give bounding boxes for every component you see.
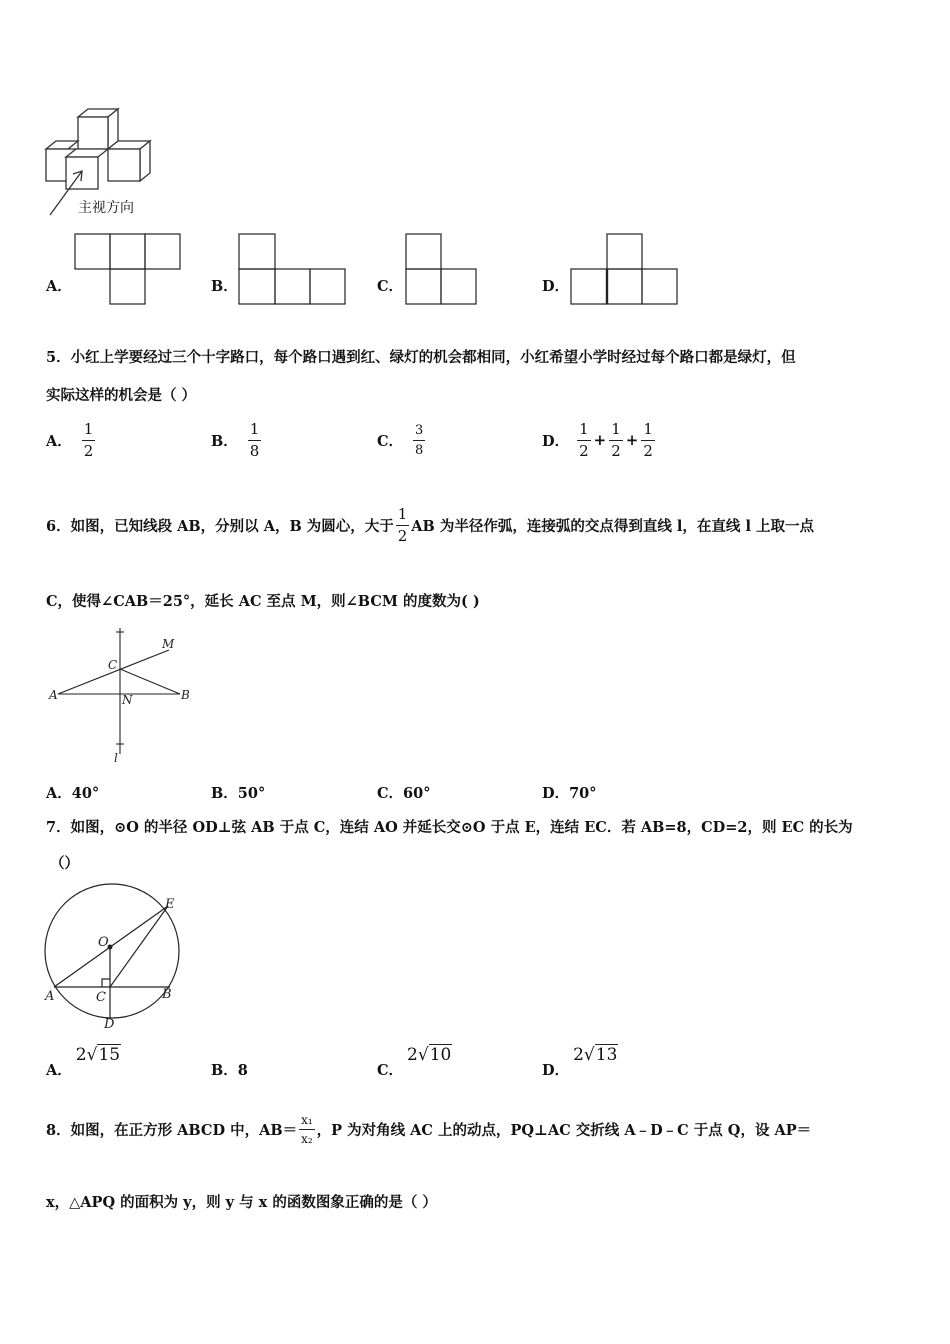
radicand: 13 bbox=[595, 1045, 618, 1065]
q5-option-a-letter: A． bbox=[46, 432, 72, 450]
q7-circle-figure bbox=[40, 878, 190, 1033]
radical-coefficient: 2 bbox=[75, 1045, 87, 1065]
q5-option-d-fraction-1 bbox=[577, 419, 591, 460]
q5-option-d-fraction-2 bbox=[609, 419, 623, 460]
point-label-e: E bbox=[165, 897, 175, 912]
frac-denominator: 2 bbox=[83, 441, 94, 460]
q6-option-c[interactable] bbox=[377, 782, 430, 803]
q6-geometry-figure bbox=[44, 622, 204, 767]
radicand: 10 bbox=[429, 1045, 452, 1065]
radicand: 15 bbox=[98, 1045, 121, 1065]
q8-text-before: 8．如图，在正方形 ABCD 中，AB＝ bbox=[46, 1121, 298, 1139]
q6-text-before: 6．如图，已知线段 AB，分别以 A，B 为圆心，大于 bbox=[46, 517, 394, 535]
q6-option-c-letter: C． bbox=[377, 785, 404, 802]
frac-denominator: 2 bbox=[397, 526, 408, 545]
frac-denominator: 2 bbox=[643, 441, 653, 460]
frac-numerator: 1 bbox=[83, 419, 94, 438]
point-label-b: B bbox=[181, 688, 190, 702]
point-label-a: A bbox=[45, 989, 55, 1004]
q7-option-d-radical: 2√13 bbox=[573, 1045, 618, 1065]
q5-option-b-fraction bbox=[248, 419, 262, 460]
q4-option-a-view[interactable] bbox=[74, 233, 184, 305]
q5-option-a-fraction bbox=[82, 419, 96, 460]
q5-option-a[interactable] bbox=[46, 420, 97, 460]
view-direction-label: 主视方向 bbox=[78, 200, 134, 216]
q5-option-d-fraction-3 bbox=[641, 419, 655, 460]
q5-option-c-letter: C． bbox=[377, 432, 404, 450]
frac-numerator: x₁ bbox=[301, 1112, 313, 1127]
q5-option-c-fraction bbox=[413, 424, 425, 457]
q7-text-line1: 7．如图，⊙O 的半径 OD⊥弦 AB 于点 C，连结 AO 并延长交⊙O 于点 E，连结 EC．若 AB=8，CD=2，则 EC 的长为 bbox=[46, 819, 853, 836]
frac-numerator: 3 bbox=[415, 422, 424, 438]
q6-text-line1 bbox=[46, 500, 814, 550]
q4-option-d-letter[interactable]: D． bbox=[542, 278, 570, 295]
q4-option-c-view[interactable] bbox=[405, 233, 480, 305]
point-label-m: M bbox=[162, 637, 175, 651]
q5-option-d[interactable] bbox=[542, 420, 657, 460]
q6-option-b-value: 50° bbox=[237, 785, 266, 802]
q6-option-d[interactable] bbox=[542, 782, 597, 803]
frac-numerator: 1 bbox=[397, 504, 408, 523]
q5-option-c[interactable] bbox=[377, 420, 427, 460]
point-label-d: D bbox=[104, 1017, 115, 1032]
point-label-a: A bbox=[49, 688, 58, 702]
point-label-b: B bbox=[162, 987, 172, 1002]
q6-option-b[interactable] bbox=[211, 782, 265, 803]
q6-option-a-letter: A． bbox=[46, 785, 72, 802]
q7-option-b-value: 8 bbox=[237, 1062, 248, 1079]
q6-option-b-letter: B． bbox=[211, 785, 238, 802]
frac-numerator: 1 bbox=[249, 419, 260, 438]
plus-sign: + bbox=[625, 431, 639, 449]
q4-option-a-letter[interactable]: A． bbox=[46, 278, 72, 295]
frac-denominator: 8 bbox=[413, 440, 425, 457]
q8-fraction bbox=[299, 1114, 315, 1145]
point-label-c: C bbox=[96, 990, 106, 1005]
q6-text-after: AB 为半径作弧，连接弧的交点得到直线 l，在直线 l 上取一点 bbox=[411, 517, 815, 535]
plus-sign: + bbox=[593, 431, 607, 449]
q5-text-line1: 5．小红上学要经过三个十字路口，每个路口遇到红、绿灯的机会都相同，小红希望小学时经过每个路口都是绿灯，但 bbox=[46, 349, 796, 366]
q6-text-line2: C，使得∠CAB＝25°，延长 AC 至点 M，则∠BCM 的度数为( ) bbox=[46, 593, 480, 610]
q7-option-d[interactable] bbox=[542, 1045, 618, 1080]
q7-text-line2: （） bbox=[50, 855, 79, 872]
frac-denominator: 2 bbox=[579, 441, 589, 460]
q4-option-d-view[interactable] bbox=[570, 233, 680, 305]
q6-option-d-value: 70° bbox=[569, 785, 597, 802]
line-label-l: l bbox=[114, 751, 118, 765]
q7-option-a-letter: A． bbox=[46, 1062, 72, 1079]
point-label-c: C bbox=[108, 658, 118, 672]
q7-option-b[interactable] bbox=[211, 1059, 248, 1080]
frac-numerator: 1 bbox=[611, 419, 621, 438]
q4-option-c-letter[interactable]: C． bbox=[377, 278, 404, 295]
frac-numerator: 1 bbox=[579, 419, 589, 438]
frac-numerator: 1 bbox=[643, 419, 653, 438]
point-label-o: O bbox=[98, 935, 109, 950]
q5-option-b-letter: B． bbox=[211, 432, 238, 450]
frac-denominator: 2 bbox=[611, 441, 621, 460]
q7-option-b-letter: B． bbox=[211, 1062, 238, 1079]
q7-option-a[interactable] bbox=[46, 1045, 121, 1080]
q7-option-c[interactable] bbox=[377, 1045, 452, 1080]
q4-option-b-view[interactable] bbox=[238, 233, 348, 305]
q5-text-line2: 实际这样的机会是（ ） bbox=[46, 387, 197, 404]
q7-option-d-letter: D． bbox=[542, 1062, 570, 1079]
q5-option-d-letter: D． bbox=[542, 432, 570, 450]
q6-option-a[interactable] bbox=[46, 782, 99, 803]
q6-option-c-value: 60° bbox=[403, 785, 431, 802]
radical-coefficient: 2 bbox=[407, 1045, 418, 1065]
q6-half-fraction bbox=[396, 504, 410, 545]
q7-option-c-letter: C． bbox=[377, 1062, 404, 1079]
q8-text-line1 bbox=[46, 1104, 811, 1154]
frac-denominator: 8 bbox=[249, 441, 260, 460]
point-label-n: N bbox=[122, 693, 133, 707]
q8-text-after: ，P 为对角线 AC 上的动点，PQ⊥AC 交折线 A﹣D﹣C 于点 Q，设 AP＝ bbox=[316, 1121, 812, 1139]
q5-option-b[interactable] bbox=[211, 420, 263, 460]
q4-option-b-letter[interactable]: B． bbox=[211, 278, 238, 295]
q6-option-a-value: 40° bbox=[71, 785, 100, 802]
frac-denominator: x₂ bbox=[299, 1129, 315, 1145]
q7-option-a-radical: 2√15 bbox=[75, 1045, 121, 1065]
q6-option-d-letter: D． bbox=[542, 785, 570, 802]
q7-option-c-radical: 2√10 bbox=[407, 1045, 452, 1065]
q8-text-line2: x，△APQ 的面积为 y，则 y 与 x 的函数图象正确的是（ ） bbox=[46, 1194, 437, 1211]
radical-coefficient: 2 bbox=[573, 1045, 584, 1065]
